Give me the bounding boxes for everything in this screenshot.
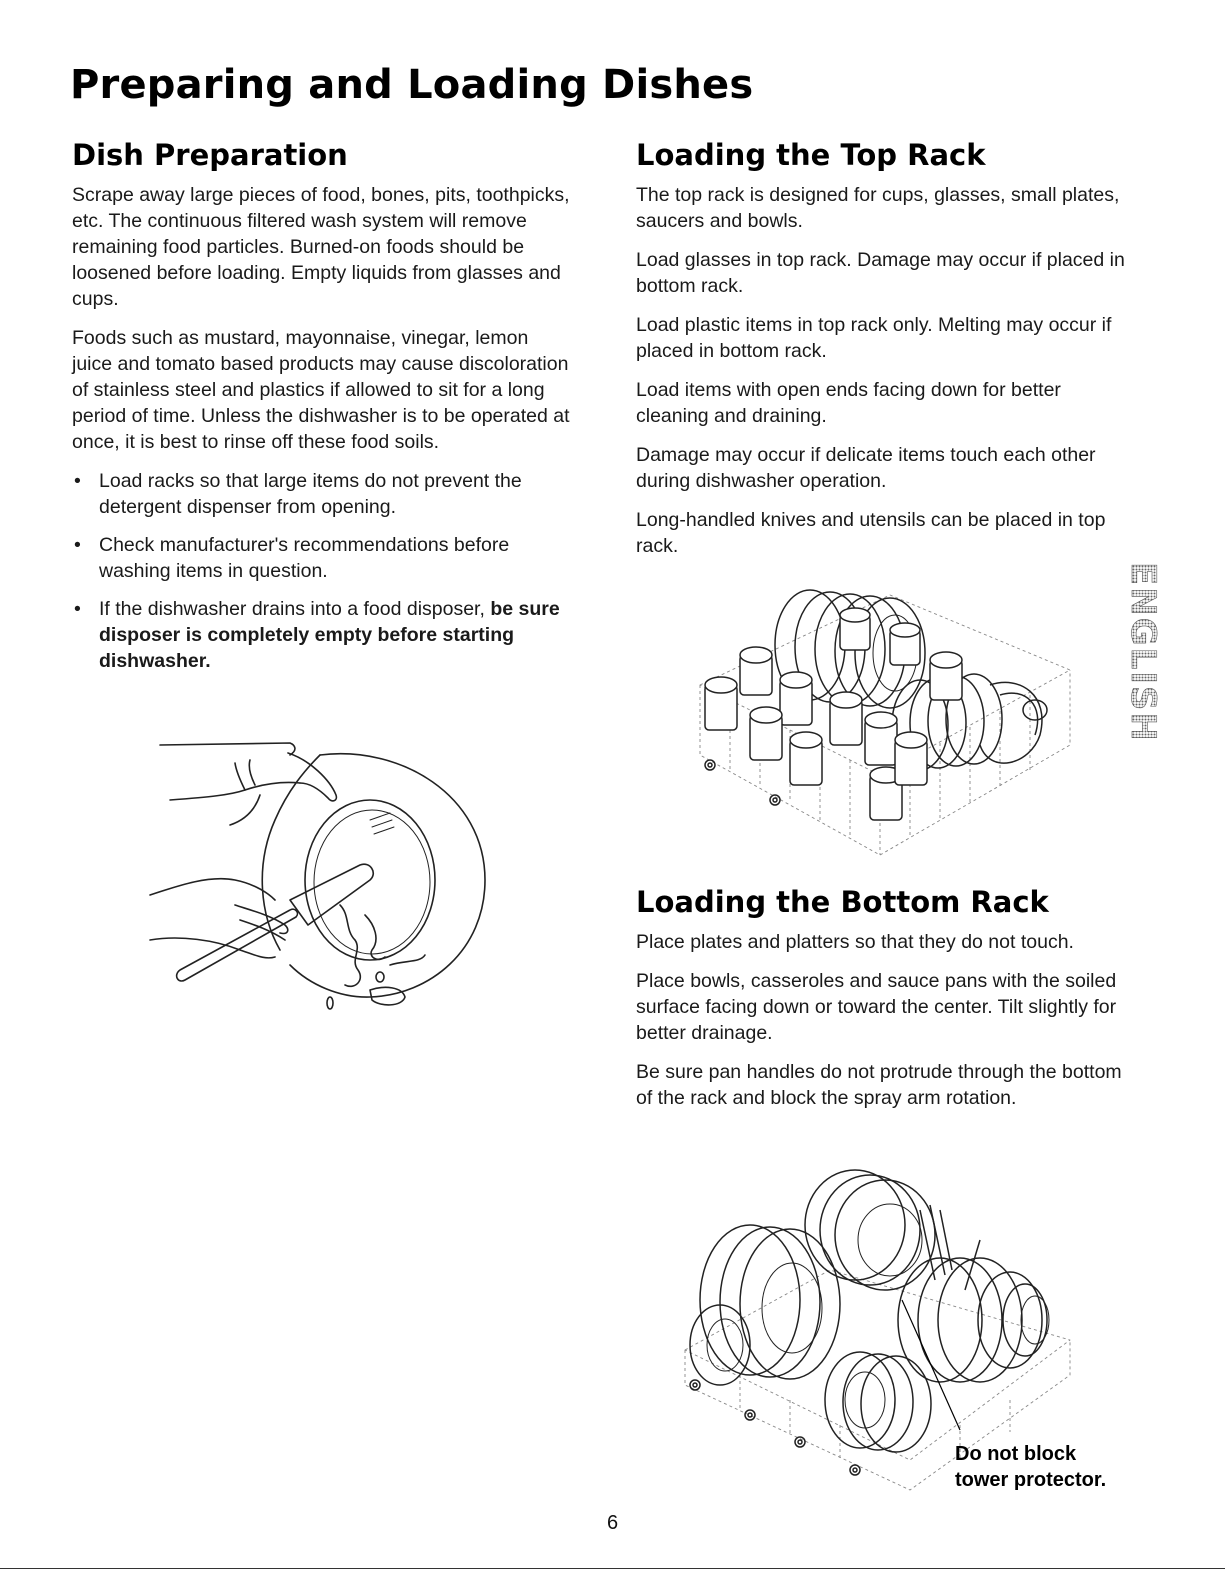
- bullet-text: Check manufacturer's recommendations before washing items in question.: [99, 534, 510, 582]
- scraping-plate-illustration: [140, 735, 500, 1020]
- side-tab-label: ENGLISH: [1123, 562, 1163, 743]
- bullet-warning-text: be sure disposer is completely empty before starting dishwasher.: [99, 598, 560, 672]
- bottom-rack-section: [636, 885, 1126, 1124]
- bullet-marker: •: [74, 534, 81, 556]
- callout-line: tower protector.: [955, 1469, 1107, 1491]
- dish-preparation-paragraph: Foods such as mustard, mayonnaise, vinegar, lemon juice and tomato based products may cause discoloration of stainless steel and plastics if allowed to sit for a long period of time. Unless the dishwasher is to be operated at once, it is best to rinse off these food soils.: [72, 327, 570, 453]
- bottom-rack-paragraph: Be sure pan handles do not protrude through the bottom of the rack and block the spray arm rotation.: [636, 1061, 1122, 1109]
- top-rack-paragraph: Long-handled knives and utensils can be placed in top rack.: [636, 509, 1106, 557]
- bullet-text: If the dishwasher drains into a food disposer,: [99, 598, 485, 620]
- bullet-item: [72, 468, 572, 520]
- tower-protector-callout: [955, 1441, 1106, 1493]
- bullet-item: [72, 532, 572, 584]
- bottom-rack-paragraph: Place bowls, casseroles and sauce pans with the soiled surface facing down or toward the center. Tilt slightly for better drainage.: [636, 970, 1117, 1044]
- dish-preparation-paragraph: Scrape away large pieces of food, bones, pits, toothpicks, etc. The continuous filtered wash system will remove remaining food particles. Burned-on foods should be loosened before loading. Empty liquids from glasses and cups.: [72, 184, 570, 310]
- callout-line: Do not block: [955, 1443, 1077, 1465]
- dish-preparation-section: [72, 138, 572, 686]
- top-rack-heading: Loading the Top Rack: [636, 138, 986, 172]
- top-rack-paragraph: Load plastic items in top rack only. Melting may occur if placed in bottom rack.: [636, 314, 1112, 362]
- bottom-divider: [0, 1568, 1225, 1569]
- top-rack-paragraph: Damage may occur if delicate items touch each other during dishwasher operation.: [636, 444, 1096, 492]
- top-rack-paragraph: Load items with open ends facing down for better cleaning and draining.: [636, 379, 1061, 427]
- top-rack-paragraph: Load glasses in top rack. Damage may occur if placed in bottom rack.: [636, 249, 1125, 297]
- bottom-rack-heading: Loading the Bottom Rack: [636, 885, 1049, 919]
- dish-preparation-heading: Dish Preparation: [72, 138, 348, 172]
- page-number: 6: [606, 1512, 619, 1534]
- page-title: Preparing and Loading Dishes: [70, 62, 754, 108]
- top-rack-section: [636, 138, 1126, 572]
- top-rack-paragraph: The top rack is designed for cups, glasses, small plates, saucers and bowls.: [636, 184, 1120, 232]
- bullet-item: [72, 596, 572, 674]
- dish-preparation-bullet-list: [72, 468, 572, 674]
- bullet-marker: •: [74, 598, 81, 620]
- bullet-text: Load racks so that large items do not prevent the detergent dispenser from opening.: [99, 470, 522, 518]
- top-rack-illustration: [690, 575, 1080, 865]
- bottom-rack-paragraph: Place plates and platters so that they do not touch.: [636, 931, 1074, 953]
- english-language-tab: [1123, 560, 1163, 800]
- bullet-marker: •: [74, 470, 81, 492]
